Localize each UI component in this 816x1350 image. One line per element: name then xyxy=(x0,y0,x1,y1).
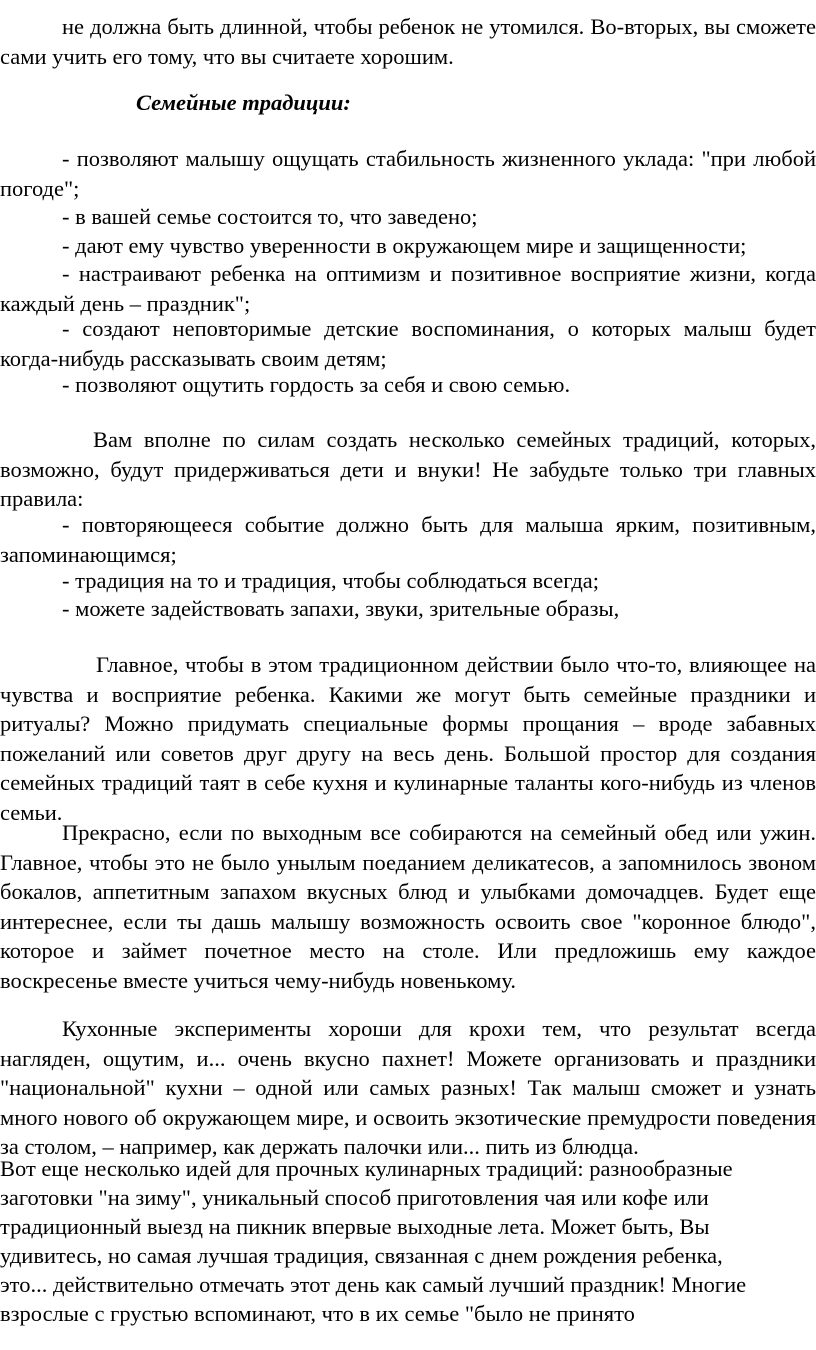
list-item-rule: - традиция на то и традиция, чтобы соблюдаться всегда; xyxy=(62,568,600,593)
list-item-tradition: - настраивают ребенка на оптимизм и позитивное восприятие жизни, когда каждый день – праздник"; xyxy=(0,261,816,316)
section-heading: Семейные традиции: xyxy=(136,90,351,115)
list-item-tradition: - позволяют малышу ощущать стабильность жизненного уклада: "при любой погоде"; xyxy=(0,146,816,201)
tail-line: Вот еще несколько идей для прочных кулинарных традиций: разнообразные xyxy=(0,1156,733,1181)
tail-line: традиционный выезд на пикник впервые выходные лета. Может быть, Вы xyxy=(0,1214,710,1239)
rules-intro-paragraph: Вам вполне по силам создать несколько семейных традиций, которых, возможно, будут придерживаться дети и внуки! Не забудьте только три главных правила: xyxy=(0,427,816,511)
intro-paragraph: не должна быть длинной, чтобы ребенок не утомился. Во-вторых, вы сможете сами учить его тому, что вы считаете хорошим. xyxy=(0,14,816,69)
tail-line: взрослые с грустью вспоминают, что в их семье "было не принято xyxy=(0,1301,635,1326)
list-item-tradition: - создают неповторимые детские воспоминания, о которых малыш будет когда-нибудь рассказывать своим детям; xyxy=(0,316,816,371)
list-item-tradition: - в вашей семье состоится то, что заведено; xyxy=(62,204,478,229)
main-paragraph: Главное, чтобы в этом традиционном действии было что-то, влияющее на чувства и восприятие ребенка. Какими же могут быть семейные праздники и ритуалы? Можно придумать специальные формы прощания – вроде забавных пожеланий или советов друг другу на весь день. Большой простор для создания семейных традиций таят в себе кухня и кулинарные таланты кого-нибудь из членов семьи. xyxy=(0,652,816,825)
tail-line: заготовки "на зиму", уникальный способ приготовления чая или кофе или xyxy=(0,1185,709,1210)
list-item-rule: - можете задействовать запахи, звуки, зрительные образы, xyxy=(62,596,620,621)
tail-line: удивитесь, но самая лучшая традиция, связанная с днем рождения ребенка, xyxy=(0,1243,723,1268)
dinner-paragraph: Прекрасно, если по выходным все собираются на семейный обед или ужин. Главное, чтобы это не было унылым поеданием деликатесов, а запомнилось звоном бокалов, аппетитным запахом вкусных блюд и улыбками домочадцев. Будет еще интереснее, если ты дашь малышу возможность освоить свое "коронное блюдо", которое и займет почетное место на столе. Или предложишь ему каждое воскресенье вместе учиться чему-нибудь новенькому. xyxy=(0,820,816,993)
list-item-rule: - повторяющееся событие должно быть для малыша ярким, позитивным, запоминающимся; xyxy=(0,512,816,567)
tail-line: это... действительно отмечать этот день как самый лучший праздник! Многие xyxy=(0,1272,747,1297)
kitchen-paragraph: Кухонные эксперименты хороши для крохи тем, что результат всегда нагляден, ощутим, и... очень вкусно пахнет! Можете организовать и праздники "национальной" кухни – одной или самых разных! Так малыш сможет и узнать много нового об окружающем мире, и освоить экзотические премудрости поведения за столом, – например, как держать палочки или... пить из блюдца. xyxy=(0,1016,816,1159)
list-item-tradition: - позволяют ощутить гордость за себя и свою семью. xyxy=(62,372,571,397)
list-item-tradition: - дают ему чувство уверенности в окружающем мире и защищенности; xyxy=(62,233,747,258)
